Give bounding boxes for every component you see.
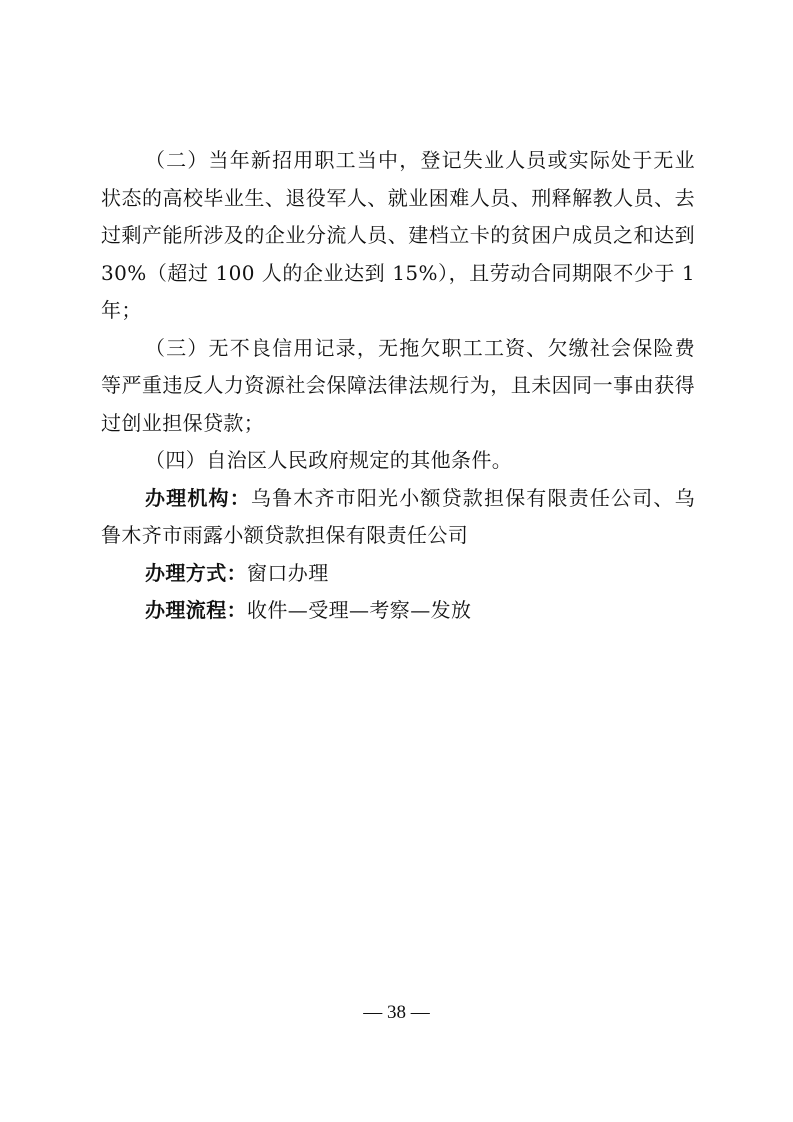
agency-paragraph xyxy=(101,480,695,555)
document-body xyxy=(101,142,695,630)
agency-label: 办理机构： xyxy=(145,485,251,510)
process-label: 办理流程： xyxy=(145,598,247,622)
process-paragraph xyxy=(101,592,695,630)
method-paragraph xyxy=(101,555,695,593)
condition-paragraph-4: （四）自治区人民政府规定的其他条件。 xyxy=(145,448,513,472)
page-number: — 38 — xyxy=(363,1002,430,1023)
method-label: 办理方式： xyxy=(145,560,247,585)
agency-value: 乌鲁木齐市阳光小额贷款担保有限责任公司、乌鲁木齐市雨露小额贷款担保有限责任公司 xyxy=(101,485,695,547)
method-value: 窗口办理 xyxy=(247,560,329,585)
process-value: 收件—受理—考察—发放 xyxy=(247,598,472,622)
condition-paragraph-2: （二）当年新招用职工当中，登记失业人员或实际处于无业状态的高校毕业生、退役军人、就业困难人员、刑释解教人员、去过剩产能所涉及的企业分流人员、建档立卡的贫困户成员之和达到 30%（超过 100 人的企业达到 15%），且劳动合同期限不少于 1 年； xyxy=(101,148,695,322)
condition-paragraph-3: （三）无不良信用记录，无拖欠职工工资、欠缴社会保险费等严重违反人力资源社会保障法律法规行为，且未因同一事由获得过创业担保贷款； xyxy=(101,335,695,435)
